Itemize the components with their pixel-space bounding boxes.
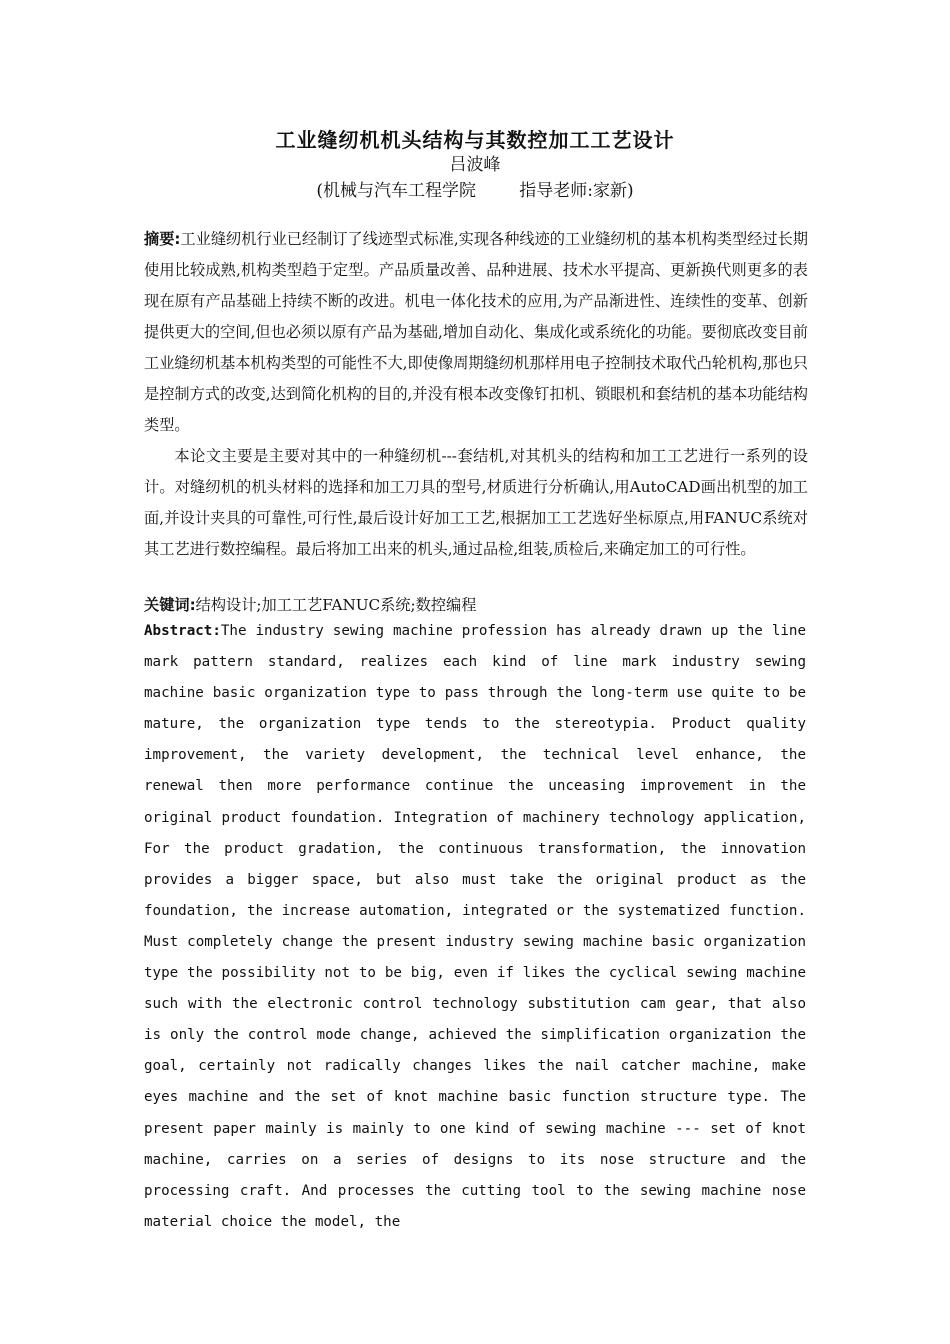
chinese-abstract-paragraph-2 — [144, 441, 808, 565]
keywords-label: 关键词: — [144, 596, 196, 614]
chinese-abstract — [144, 224, 808, 565]
abstract-text-en: The industry sewing machine profession has already drawn up the line mark pattern standard, realizes each kind of line mark industry sewing machine basic organization type to pass through the long-term use quite to be mature, the organization type tends to the stereotypia. Product quality improvement, the variety development, the technical level enhance, the renewal then more performance continue the unceasing improvement in the original product foundation. Integration of machinery technology application, For the product gradation, the continuous transformation, the innovation provides a bigger space, but also must take the original product as the foundation, the increase automation, integrated or the systematized function. Must completely change the present industry sewing machine basic organization type the possibility not to be big, even if likes the cyclical sewing machine such with the electronic control technology substitution cam gear, that also is only the control mode change, achieved the simplification organization the goal, certainly not radically changes likes the nail catcher machine, make eyes machine and the set of knot machine basic function structure type. The present paper mainly is mainly to one kind of sewing machine --- set of knot machine, carries on a series of designs to its nose structure and the processing craft. And processes the cutting tool to the sewing machine nose material choice the model, the — [144, 623, 806, 1230]
abstract-label-cn: 摘要: — [144, 230, 181, 248]
keywords-line — [144, 593, 808, 617]
english-abstract — [144, 616, 806, 1238]
keywords-text: 结构设计;加工工艺FANUC系统;数控编程 — [195, 596, 477, 614]
abstract-text-cn-1: 工业缝纫机行业已经制订了线迹型式标准,实现各种线迹的工业缝纫机的基本机构类型经过长期使用比较成熟,机构类型趋于定型。产品质量改善、品种进展、技术水平提高、更新换代则更多的表现在原有产品基础上持续不断的改进。机电一体化技术的应用,为产品渐进性、连续性的变革、创新提供更大的空间,但也必须以原有产品为基础,增加自动化、集成化或系统化的功能。要彻底改变目前工业缝纫机基本机构类型的可能性不大,即使像周期缝纫机那样用电子控制技术取代凸轮机构,那也只是控制方式的改变,达到简化机构的目的,并没有根本改变像钉扣机、锁眼机和套结机的基本功能结构类型。 — [144, 230, 808, 434]
author-name: 吕波峰 — [449, 155, 501, 175]
chinese-abstract-paragraph-1 — [144, 224, 808, 441]
abstract-label-en: Abstract: — [144, 623, 221, 639]
abstract-text-cn-2: 本论文主要是主要对其中的一种缝纫机---套结机,对其机头的结构和加工工艺进行一系列的设计。对缝纫机的机头材料的选择和加工刀具的型号,材质进行分析确认,用AutoCAD画出机型的加工面,并设计夹具的可靠性,可行性,最后设计好加工工艺,根据加工工艺选好坐标原点,用FANUC系统对其工艺进行数控编程。最后将加工出来的机头,通过品检,组装,质检后,来确定加工的可行性。 — [144, 447, 808, 558]
paper-title: 工业缝纫机机头结构与其数控加工工艺设计 — [275, 128, 675, 152]
affiliation: (机械与汽车工程学院 指导老师:家新) — [316, 181, 634, 201]
